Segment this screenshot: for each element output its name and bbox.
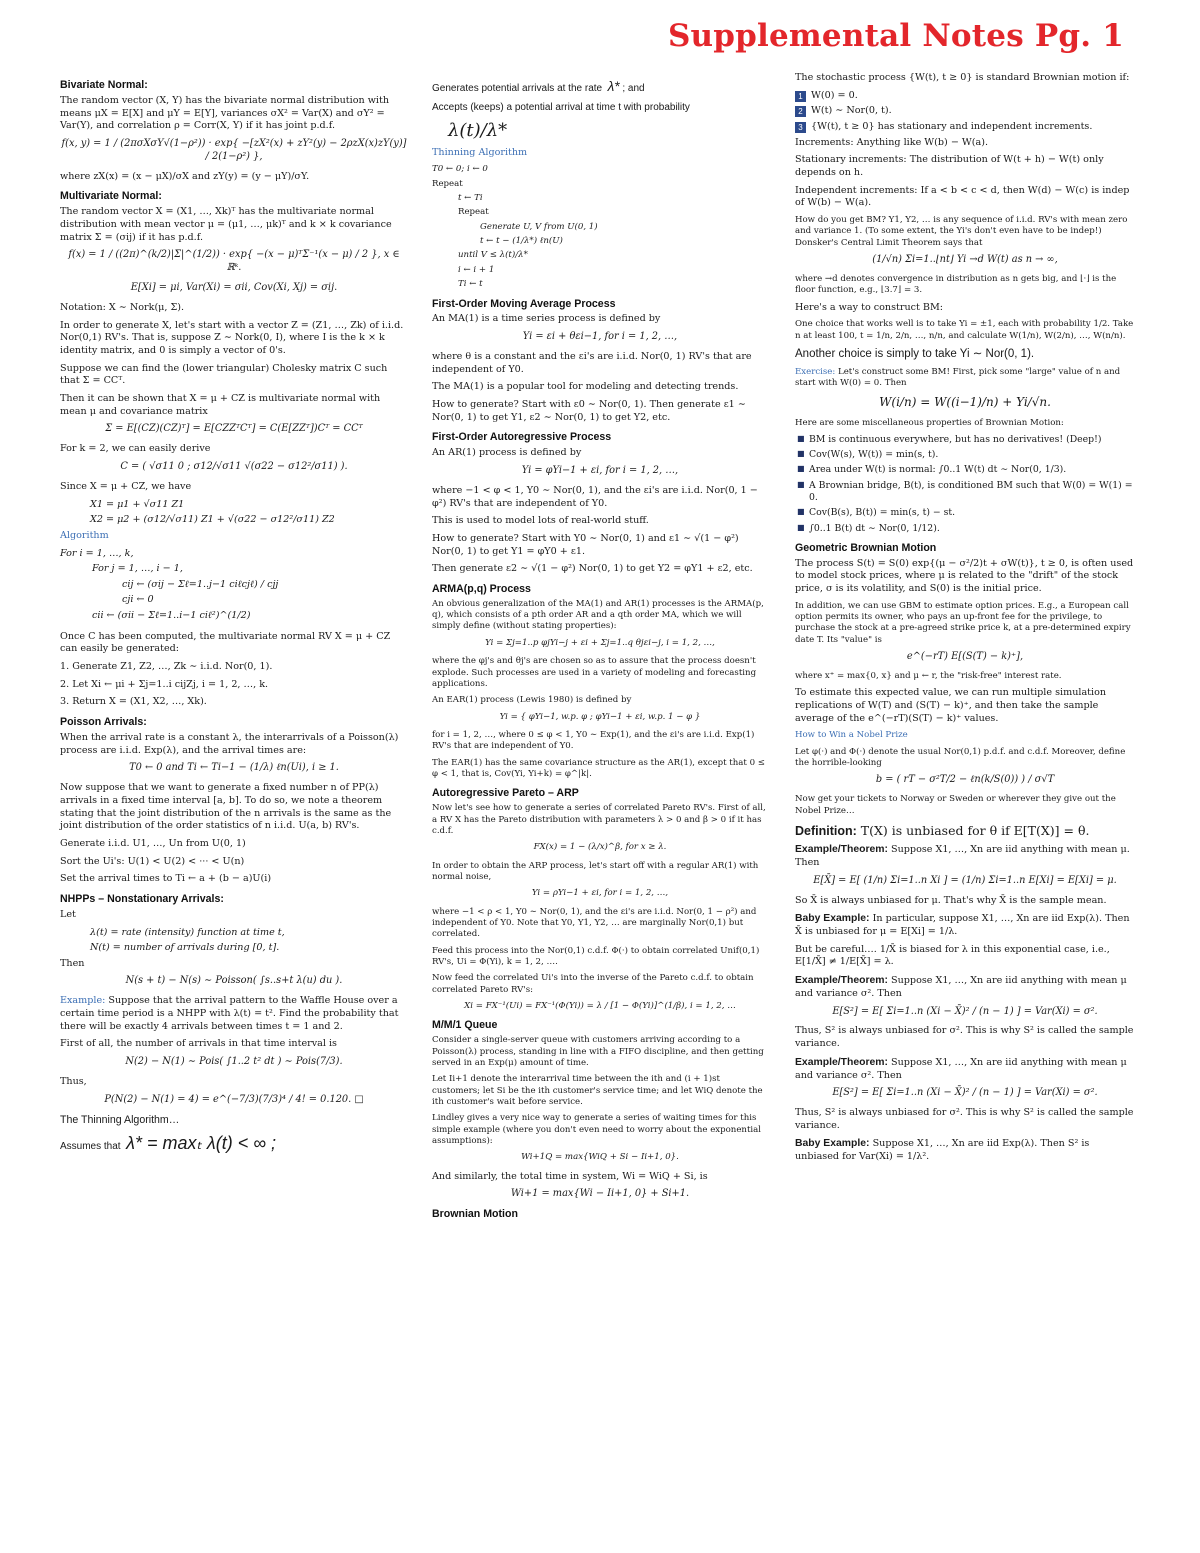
column-middle	[432, 72, 768, 1224]
thin-line-5: Generate U, V from U(0, 1)	[480, 221, 598, 232]
equation-arma: Yi = Σj=1..p φjYi−j + εi + Σj=1..q θjεi−j, i = 1, 2, …,	[485, 637, 715, 648]
equation-pareto-cdf: FX(x) = 1 − (λ/x)^β, for x ≥ λ.	[533, 842, 667, 853]
text-arma-3: An EAR(1) process (Lewis 1980) is defined by	[432, 695, 632, 706]
text-assumes: Assumes that	[60, 1141, 121, 1153]
example-theorem-text-3: Suppose X1, …, Xn are iid anything with mean μ and variance σ². Then	[795, 1056, 1127, 1081]
text-mm1-4: And similarly, the total time in system, Wi = WiQ + Si, is	[432, 1170, 708, 1182]
thin-line-4: Repeat	[458, 207, 489, 218]
equation-nhpp-count: N(t) = number of arrivals during [0, t].	[90, 942, 280, 954]
text-bm-def: The stochastic process {W(t), t ≥ 0} is standard Brownian motion if:	[795, 72, 1130, 83]
text-poisson-3: Generate i.i.d. U1, …, Un from U(0, 1)	[60, 837, 246, 849]
text-thus: Thus,	[60, 1075, 87, 1087]
thin-line-3: t ← Ti	[458, 193, 483, 204]
equation-cholesky-matrix: C = ( √σ11 0 ; σ12/√σ11 √(σ22 − σ12²/σ11) ).	[120, 460, 348, 472]
text-mm1-3: Lindley gives a very nice way to generate a series of waiting times for this simple example (where you don't even need to worry about the exponential assumptions):	[432, 1113, 762, 1147]
thin-line-6: t ← t − (1/λ*) ℓn(U)	[480, 236, 563, 247]
text-bm-convergence: where →d denotes convergence in distribution as n gets big, and ⌊·⌋ is the floor function, e.g., ⌊3.7⌋ = 3.	[795, 273, 1117, 296]
text-thinning-intro: The Thinning Algorithm…	[60, 1113, 180, 1126]
text-bm-choice-1: One choice that works well is to take Yi = ±1, each with probability 1/2. Take n at least 100, t = 1/n, 2/n, …, n/n, and calculate W(1/n), W(2/n), …, W(n/n).	[795, 319, 1134, 341]
text-poisson-4: Sort the Ui's: U(1) < U(2) < ··· < U(n)	[60, 855, 245, 867]
equation-bm-recursion: W(i/n) = W((i−1)/n) + Yi/√n.	[879, 394, 1051, 409]
example-theorem-label-3: Example/Theorem:	[795, 1056, 888, 1068]
text-arma-5: The EAR(1) has the same covariance structure as the AR(1), except that 0 ≤ φ < 1, that is, Cov(Yi, Yi+k) = φ^|k|.	[432, 757, 765, 779]
lambda-star: λ*	[607, 79, 620, 94]
equation-sample-variance-1: E[S²] = E[ Σi=1..n (Xi − X̄)² / (n − 1) ] = Var(Xi) = σ².	[832, 1005, 1098, 1017]
equation-poisson-arrivals: T0 ← 0 and Ti ← Ti−1 − (1/λ) ℓn(Ui), i ≥ 1.	[129, 762, 339, 774]
text-mv-def: The random vector X = (X1, …, Xk)ᵀ has the multivariate normal distribution with mean vector μ = (μ1, …, μk)ᵀ and k × k covariance matrix Σ = (σij) if it has p.d.f.	[60, 206, 392, 243]
thinning-algorithm-title: Thinning Algorithm	[432, 146, 528, 158]
equation-option-value: e^(−rT) E[(S(T) − k)⁺],	[906, 651, 1024, 663]
text-mm1-1: Consider a single-server queue with customers arriving according to a Poisson(λ) process, standing in line with a FIFO discipline, and then getting served in an Exp(μ) amount of time.	[432, 1035, 764, 1069]
text-gbm-5: Let φ(·) and Φ(·) denote the usual Nor(0,1) p.d.f. and c.d.f. Moreover, define the horrible-looking	[795, 746, 1126, 769]
equation-mv-moments: E[Xi] = μi, Var(Xi) = σii, Cov(Xi, Xj) = σij.	[130, 282, 338, 294]
text-mv-k2: For k = 2, we can easily derive	[60, 443, 211, 455]
text-poisson-1: When the arrival rate is a constant λ, the interarrivals of a Poisson(λ) process are i.i.d. Exp(λ), and the arrival times are:	[60, 732, 399, 756]
algorithm-line-2: For j = 1, …, i − 1,	[92, 563, 183, 575]
bullet-bridge-cov: ■ Cov(B(s), B(t)) = min(s, t) − st.	[795, 507, 1135, 519]
text-poisson-5: Set the arrival times to Ti ← a + (b − a)U(i)	[60, 873, 272, 885]
baby-example-text-1: In particular, suppose X1, …, Xn are iid Exp(λ). Then X̄ is unbiased for μ = E[Xi] = 1/λ.	[795, 913, 1130, 938]
text-accepts: Accepts (keeps) a potential arrival at time t with probability	[432, 101, 690, 113]
text-mm1-2: Let Ii+1 denote the interarrival time between the ith and (i + 1)st customers; let Si be the ith customer's service time; and let WiQ denote the ith customer's wait before service.	[432, 1074, 763, 1108]
number-badge-2: 2	[795, 106, 806, 117]
heading-brownian-motion: Brownian Motion	[432, 1208, 518, 1221]
step-2: 2. Let Xi ← μi + Σj=1..i cijZj, i = 1, 2, …, k.	[60, 678, 269, 690]
equation-x1: X1 = μ1 + √σ11 Z1	[90, 498, 185, 510]
number-badge-3: 3	[795, 122, 806, 133]
text-ar-4: How to generate? Start with Y0 ∼ Nor(0, 1) and ε1 ∼ √(1 − φ²) Nor(0, 1) to get Y1 = φY0 + ε1.	[432, 532, 739, 557]
heading-poisson-arrivals: Poisson Arrivals:	[60, 716, 147, 729]
text-nhpp-let: Let	[60, 908, 76, 920]
bullet-covariance: ■ Cov(W(s), W(t)) = min(s, t).	[795, 449, 1135, 461]
text-ar-3: This is used to model lots of real-world stuff.	[432, 515, 649, 527]
equation-ma1: Yi = εi + θεi−1, for i = 1, 2, …,	[522, 331, 678, 343]
algorithm-line-3: cij ← (σij − Σℓ=1..j−1 ciℓcjℓ) / cjj	[122, 578, 279, 590]
bm-property-1: W(0) = 0.	[811, 89, 858, 101]
example-theorem-label-1: Example/Theorem:	[795, 844, 888, 856]
heading-ma1: First-Order Moving Average Process	[432, 297, 616, 310]
heading-mm1: M/M/1 Queue	[432, 1019, 498, 1032]
bm-property-2: W(t) ∼ Nor(0, t).	[811, 105, 892, 117]
bullet-continuous: ■ BM is continuous everywhere, but has no derivatives! (Deep!)	[795, 434, 1135, 446]
equation-sample-mean: E[X̄] = E[ (1/n) Σi=1..n Xi ] = (1/n) Σi=1..n E[Xi] = E[Xi] = μ.	[813, 874, 1117, 886]
equation-sample-variance-2: E[S²] = E[ Σi=1..n (Xi − X̄)² / (n − 1) ] = Var(Xi) = σ².	[832, 1087, 1098, 1099]
text-gbm-4: To estimate this expected value, we can run multiple simulation replications of W(T) and (S(T) − k)⁺, and then take the sample average of the e^(−rT)(S(T) − k)⁺ values.	[795, 687, 1107, 724]
baby-example-label-1: Baby Example:	[795, 913, 870, 925]
equation-arp-ar1: Yi = ρYi−1 + εi, for i = 1, 2, …,	[531, 888, 669, 899]
text-poisson-2: Now suppose that we want to generate a fixed number n of PP(λ) arrivals in a fixed time interval [a, b]. To do so, we note a theorem stating that the joint distribution of the n arrivals is the same as the joint distribution of the order statistics of n i.i.d. U(a, b) RV's.	[60, 782, 392, 832]
text-gbm-1: The process S(t) = S(0) exp{(μ − σ²/2)t + σW(t)}, t ≥ 0, is often used to model stock prices, where μ is related to the "drift" of the stock price, σ is its volatility, and S(0) is the initial price.	[795, 557, 1134, 595]
equation-nhpp-rate: λ(t) = rate (intensity) function at time t,	[90, 926, 285, 938]
thin-line-9: Ti ← t	[458, 279, 483, 290]
text-ma-3: The MA(1) is a popular tool for modeling and detecting trends.	[432, 381, 739, 393]
nobel-link: How to Win a Nobel Prize	[795, 730, 908, 741]
number-badge-1: 1	[795, 91, 806, 102]
thin-line-8: i ← i + 1	[458, 264, 495, 275]
equation-ear1: Yi = { φYi−1, w.p. φ ; φYi−1 + εi, w.p. 1 − φ }	[499, 711, 701, 722]
equation-example-1: N(2) − N(1) ∼ Pois( ∫1..2 t² dt ) ∼ Pois(7/3).	[125, 1056, 343, 1068]
example-theorem-label-2: Example/Theorem:	[795, 975, 888, 987]
equation-b: b = ( rT − σ²T/2 − ℓn(k/S(0)) ) / σ√T	[875, 774, 1055, 786]
text-bivariate-z: where zX(x) = (x − μX)/σX and zY(y) = (y − μY)/σY.	[60, 170, 310, 182]
bm-property-3: {W(t), t ≥ 0} has stationary and independent increments.	[811, 120, 1093, 132]
page-title: Supplemental Notes Pg. 1	[667, 18, 1124, 54]
bullet-area: ■ Area under W(t) is normal: ∫0..1 W(t) dt ∼ Nor(0, 1/3).	[795, 464, 1135, 476]
text-exercise: Let's construct some BM! First, pick some "large" value of n and start with W(0) = 0. Then	[795, 367, 1121, 389]
step-3: 3. Return X = (X1, X2, …, Xk).	[60, 696, 207, 708]
heading-multivariate-normal: Multivariate Normal:	[60, 190, 162, 203]
text-arma-1: An obvious generalization of the MA(1) and AR(1) processes is the ARMA(p, q), which consists of a pth order AR and a qth order MA, which we will simply define (without stating properties):	[432, 598, 764, 632]
heading-arma: ARMA(p,q) Process	[432, 582, 531, 595]
text-bm-choice-2: Another choice is simply to take Yi ∼ Nor(0, 1).	[795, 347, 1035, 360]
text-mv-since: Since X = μ + CZ, we have	[60, 480, 192, 492]
text-generates: Generates potential arrivals at the rate	[432, 83, 603, 94]
definition-text: T(X) is unbiased for θ if E[T(X)] = θ.	[860, 822, 1090, 838]
text-bivariate-def: The random vector (X, Y) has the bivariate normal distribution with means μX = E[X] and μY = E[Y], variances σX² = Var(X) and σY² = Var(Y), and correlation ρ = Corr(X, Y) if it has joint p.d.f.	[60, 94, 390, 132]
text-and: ; and	[622, 83, 645, 94]
equation-lindley: Wi+1Q = max{WiQ + Si − Ii+1, 0}.	[521, 1152, 679, 1163]
heading-nhpp: NHPPs – Nonstationary Arrivals:	[60, 892, 224, 905]
heading-arp: Autoregressive Pareto – ARP	[432, 787, 579, 800]
text-ar-2: where −1 < φ < 1, Y0 ∼ Nor(0, 1), and the εi's are i.i.d. Nor(0, 1 − φ²) RV's that are independent of Y0.	[432, 484, 758, 509]
equation-covariance: Σ = E[(CZ)(CZ)ᵀ] = E[CZZᵀCᵀ] = C(E[ZZᵀ])Cᵀ = CCᵀ	[105, 423, 363, 435]
equation-nhpp-poisson: N(s + t) − N(s) ∼ Poisson( ∫s..s+t λ(u) du ).	[125, 975, 343, 987]
equation-bivariate-pdf: f(x, y) = 1 / (2πσXσY√(1−ρ²)) · exp{ −[zX²(x) + zY²(y) − 2ρzX(x)zY(y)] / 2(1−ρ²) },	[61, 137, 407, 162]
equation-x2: X2 = μ2 + (σ12/√σ11) Z1 + √(σ22 − σ12²/σ11) Z2	[90, 514, 335, 526]
algorithm-line-1: For i = 1, …, k,	[60, 547, 134, 559]
text-bm-independent: Independent increments: If a < b < c < d, then W(d) − W(c) is indep of W(b) − W(a).	[795, 184, 1130, 209]
baby-example-caution: But be careful…. 1/X̄ is biased for λ in this exponential case, i.e., E[1/X̄] ≠ 1/E[X̄] = λ.	[795, 943, 1110, 968]
text-gbm-2: In addition, we can use GBM to estimate option prices. E.g., a European call option permits its owner, who pays an up-front fee for the privilege, to purchase the stock at a pre-agreed strike price k, at a pre-determined expiry date T. Its "value" is	[795, 600, 1131, 645]
bullet-bridge: ■ A Brownian bridge, B(t), is conditioned BM such that W(0) = W(1) = 0.	[795, 480, 1135, 505]
text-arp-3: where −1 < ρ < 1, Y0 ∼ Nor(0, 1), and the εi's are i.i.d. Nor(0, 1 − ρ²) and independent of Y0. Note that Y0, Y1, Y2, … are marginally Nor(0,1) but correlated.	[432, 906, 757, 940]
text-gbm-3: where x⁺ = max{0, x} and μ ← r, the "risk-free" interest rate.	[795, 671, 1062, 682]
text-ar-1: An AR(1) process is defined by	[432, 447, 582, 459]
equation-lambda-max: λ* = maxₜ λ(t) < ∞ ;	[126, 1133, 277, 1154]
bullet-bridge-integral: ■ ∫0..1 B(t) dt ∼ Nor(0, 1/12).	[795, 523, 1135, 535]
algorithm-line-4: cji ← 0	[122, 594, 154, 606]
equation-donsker: (1/√n) Σi=1..⌊nt⌋ Yi →d W(t) as n → ∞,	[872, 253, 1058, 265]
text-bm-construct: Here's a way to construct BM:	[795, 301, 944, 313]
text-arma-4: for i = 1, 2, …, where 0 ≤ φ < 1, Y0 ∼ Exp(1), and the εi's are i.i.d. Exp(1) RV's that are independent of Y0.	[432, 729, 755, 752]
equation-system-time: Wi+1 = max{Wi − Ii+1, 0} + Si+1.	[510, 1188, 690, 1200]
equation-mv-pdf: f(x) = 1 / ((2π)^(k/2)|Σ|^(1/2)) · exp{ −(x − μ)ᵀΣ⁻¹(x − μ) / 2 }, x ∈ ℝᵏ.	[68, 249, 400, 274]
text-example-2: First of all, the number of arrivals in that time interval is	[60, 1038, 337, 1050]
thin-line-1: T0 ← 0; i ← 0	[432, 164, 488, 175]
text-bm-properties: Here are some miscellaneous properties of Brownian Motion:	[795, 417, 1064, 428]
text-sample-variance-2: Thus, S² is always unbiased for σ². This is why S² is called the sample variance.	[795, 1107, 1134, 1131]
algorithm-label: Algorithm	[60, 529, 109, 541]
baby-example-text-2: Suppose X1, …, Xn are iid Exp(λ). Then S² is unbiased for Var(Xi) = 1/λ².	[795, 1138, 1090, 1163]
text-bm-stationary: Stationary increments: The distribution of W(t + h) − W(t) only depends on h.	[795, 154, 1104, 178]
text-ma-4: How to generate? Start with ε0 ∼ Nor(0, 1). Then generate ε1 ∼ Nor(0, 1) to get Y1, ε2 ∼ Nor(0, 1) to get Y2, etc.	[432, 399, 746, 423]
thin-line-2: Repeat	[432, 178, 463, 189]
exercise-label: Exercise:	[795, 367, 836, 378]
baby-example-label-2: Baby Example:	[795, 1138, 870, 1150]
definition-label: Definition:	[795, 823, 857, 838]
text-mv-cholesky: Suppose we can find the (lower triangular) Cholesky matrix C such that Σ = CCᵀ.	[60, 362, 388, 387]
text-arp-5: Now feed the correlated Ui's into the inverse of the Pareto c.d.f. to obtain correlated Pareto RV's:	[432, 973, 754, 995]
thin-line-7: until V ≤ λ(t)/λ*	[458, 250, 528, 261]
text-arp-4: Feed this process into the Nor(0,1) c.d.f. Φ(·) to obtain correlated Unif(0,1) RV's, Ui = Φ(Yi), k = 1, 2, ….	[432, 945, 760, 967]
column-left	[60, 72, 408, 1161]
text-bm-how: How do you get BM? Y1, Y2, … is any sequence of i.i.d. RV's with mean zero and variance 1. (To some extent, the Yi's don't even have to be indep!) Donsker's Central Limit Theorem says that	[795, 214, 1128, 248]
text-ma-1: An MA(1) is a time series process is defined by	[432, 313, 661, 325]
algorithm-line-5: cii ← (σii − Σℓ=1..i−1 ciℓ²)^(1/2)	[92, 610, 251, 622]
text-arma-2: where the φj's and θj's are chosen so as to assure that the process doesn't explode. Such processes are used in a variety of modeling and forecasting applications.	[432, 656, 757, 689]
text-sample-mean: So X̄ is always unbiased for μ. That's why X̄ is the sample mean.	[795, 894, 1107, 906]
text-ma-2: where θ is a constant and the εi's are i.i.d. Nor(0, 1) RV's that are independent of Y0.	[432, 351, 752, 375]
text-arp-2: In order to obtain the ARP process, let's start off with a regular AR(1) with normal noise,	[432, 860, 759, 882]
column-right	[795, 72, 1135, 1169]
example-label: Example:	[60, 995, 106, 1007]
heading-gbm: Geometric Brownian Motion	[795, 541, 937, 554]
text-mv-shown: Then it can be shown that X = μ + CZ is multivariate normal with mean μ and covariance matrix	[60, 393, 381, 417]
equation-example-2: P(N(2) − N(1) = 4) = e^(−7/3)(7/3)⁴ / 4! = 0.120. □	[104, 1093, 364, 1105]
example-theorem-text-1: Suppose X1, …, Xn are iid anything with mean μ. Then	[795, 844, 1130, 869]
text-example: Suppose that the arrival pattern to the Waffle House over a certain time period is a NHPP with λ(t) = t². Find the probability that there will be exactly 4 arrivals between times t = 1 and 2.	[60, 995, 399, 1032]
text-gbm-6: Now get your tickets to Norway or Sweden or wherever they give out the Nobel Prize…	[795, 794, 1116, 816]
equation-arp-pareto: Xi = FX⁻¹(Ui) = FX⁻¹(Φ(Yi)) = λ / [1 − Φ(Yi)]^(1/β), i = 1, 2, …	[464, 1001, 736, 1012]
text-bm-increments: Increments: Anything like W(b) − W(a).	[795, 136, 989, 148]
text-arp-1: Now let's see how to generate a series of correlated Pareto RV's. First of all, a RV X has the Pareto distribution with parameters λ > 0 and β > 0 if it has c.d.f.	[432, 803, 766, 836]
text-mv-notation: Notation: X ∼ Nork(μ, Σ).	[60, 302, 185, 314]
text-mv-once: Once C has been computed, the multivariate normal RV X = μ + CZ can easily be generated:	[60, 630, 391, 655]
equation-ar1: Yi = φYi−1 + εi, for i = 1, 2, …,	[521, 464, 679, 476]
text-ar-5: Then generate ε2 ∼ √(1 − φ²) Nor(0, 1) to get Y2 = φY1 + ε2, etc.	[432, 563, 753, 575]
step-1: 1. Generate Z1, Z2, …, Zk ∼ i.i.d. Nor(0, 1).	[60, 661, 273, 673]
example-theorem-text-2: Suppose X1, …, Xn are iid anything with mean μ and variance σ². Then	[795, 975, 1127, 999]
equation-accept-prob: λ(t)/λ*	[448, 120, 508, 141]
text-sample-variance-1: Thus, S² is always unbiased for σ². This is why S² is called the sample variance.	[795, 1025, 1134, 1050]
text-mv-generate: In order to generate X, let's start with a vector Z = (Z1, …, Zk) of i.i.d. Nor(0,1) RV's. That is, suppose Z ∼ Nork(0, I), where I is the k × k identity matrix, and 0 is simply a vector of 0's.	[60, 319, 404, 357]
text-nhpp-then: Then	[60, 957, 85, 969]
heading-bivariate-normal: Bivariate Normal:	[60, 79, 148, 91]
heading-ar1: First-Order Autoregressive Process	[432, 431, 612, 444]
